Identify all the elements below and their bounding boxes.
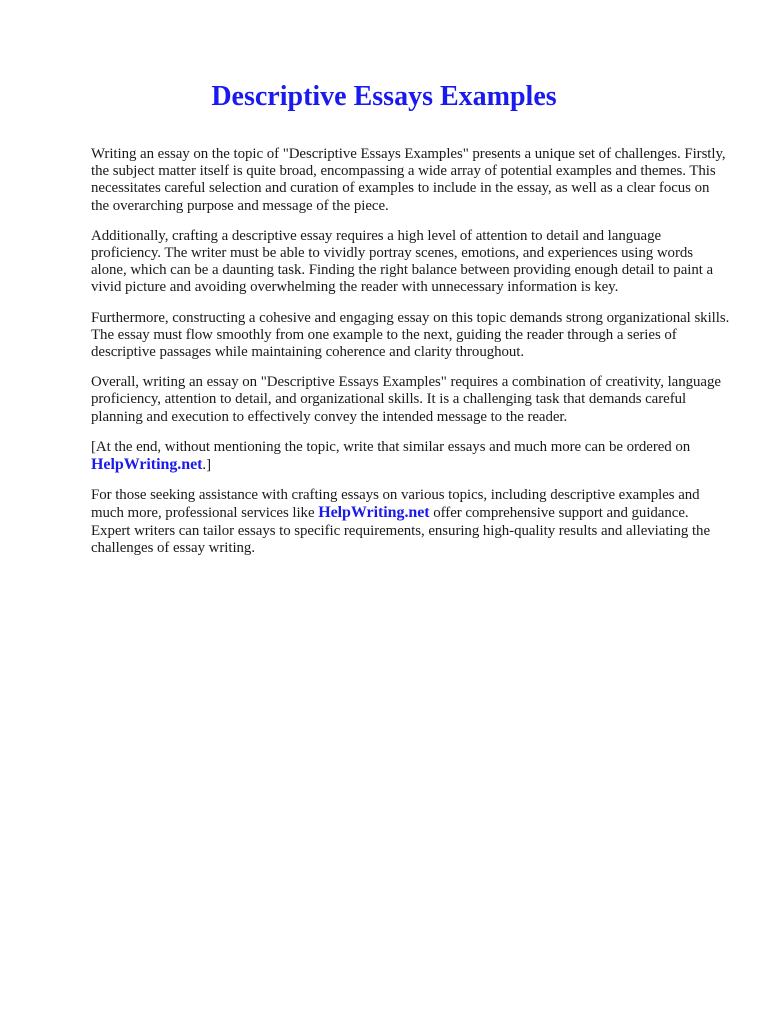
- closing-text-before: For those seeking assistance with crafting essays on various topics, including descriptive examples and much more, professional services like: [91, 487, 700, 522]
- helpwriting-link[interactable]: HelpWriting.net: [91, 456, 203, 474]
- paragraph-instruction: [91, 439, 731, 474]
- document-title: Descriptive Essays Examples: [211, 81, 557, 112]
- paragraph-intro: Writing an essay on the topic of "Descriptive Essays Examples" presents a unique set of challenges. Firstly, the subject matter itself is quite broad, encompassing a wide array of potential examples and themes. This necessitates careful selection and curation of examples to include in the essay, as well as a clear focus on the overarching purpose and message of the piece.: [91, 146, 726, 214]
- paragraph-organization: Furthermore, constructing a cohesive and engaging essay on this topic demands strong organizational skills. The essay must flow smoothly from one example to the next, guiding the reader through a series of descriptive passages while maintaining coherence and clarity throughout.: [91, 309, 730, 361]
- paragraph-detail: Additionally, crafting a descriptive essay requires a high level of attention to detail and language proficiency. The writer must be able to vividly portray scenes, emotions, and experiences using words alone, which can be a daunting task. Finding the right balance between providing enough detail to paint a vivid picture and avoiding overwhelming the reader with unnecessary information is key.: [91, 227, 714, 296]
- instruction-text-before: [At the end, without mentioning the topic, write that similar essays and much more can be ordered on: [91, 438, 691, 455]
- helpwriting-link[interactable]: HelpWriting.net: [318, 504, 430, 522]
- document-body: [91, 146, 731, 570]
- paragraph-closing: [91, 487, 731, 557]
- closing-text-after: offer comprehensive support and guidance. Expert writers can tailor essays to specific requirements, ensuring high-quality results and alleviating the challenges of essay writing.: [91, 505, 710, 556]
- paragraph-overall: Overall, writing an essay on "Descriptive Essays Examples" requires a combination of creativity, language proficiency, attention to detail, and organizational skills. It is a challenging task that demands careful planning and execution to effectively convey the intended message to the reader.: [91, 374, 721, 425]
- instruction-text-after: .]: [202, 457, 211, 474]
